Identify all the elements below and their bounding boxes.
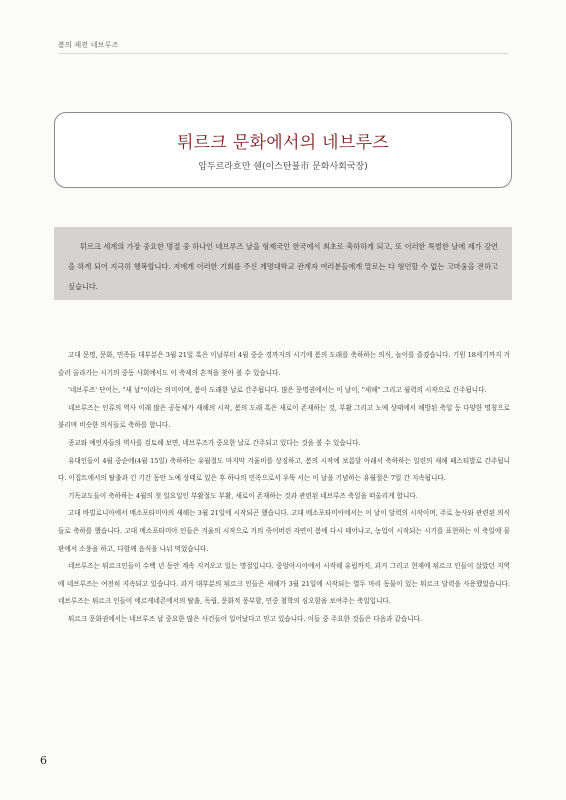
title-box <box>54 112 512 188</box>
body-paragraph: 종교와 예언자들의 역사를 검토해 보면, 네브루즈가 중요한 날로 간주되고 있다는 것을 볼 수 있습니다. <box>68 438 361 447</box>
body-paragraph: 튀르크 문화권에서는 네브루즈 날 중요한 많은 사건들이 일어났다고 믿고 있습니다. 이들 중 주요한 것들은 다음과 같습니다. <box>68 614 423 623</box>
body-paragraph: 유대인들이 4월 중순에(4월 15일) 축하하는 유월절도 마지막 겨울비를 상징하고, 봄의 시작에 보름달 아래서 축하하는 일련의 새해 페스티발로 간주됩니다. 이집트에서의 탈출과 긴 기간 동안 노예 상태로 있은 후 하나의 민족으로서 우뚝 서는 이 날을 기념하는 유월절은 7일 간 지속됩니다. <box>58 456 510 483</box>
body-paragraph: 네브루즈는 인류의 역사 이래 많은 공동체가 새해의 시작, 봄의 도래 혹은 새로이 존재하는 것, 부활 그리고 노예 상태에서 해방된 축일 등 다양한 명칭으로 불리며 비슷한 의식들로 축하를 합니다. <box>58 403 510 430</box>
intro-text: 튀르크 세계의 가장 중요한 명절 중 하나인 네브루즈 날을 형제국인 한국에서 최초로 축하하게 되고, 또 이러한 특별한 날에 제가 강연을 하게 되어 지극히 행복합니다. 저에게 이러한 기회를 주신 계명대학교 관계자 여러분들에게 말로는 다 형언할 수 없는 고마움을 전하고 싶습니다. <box>68 242 498 291</box>
body-paragraph: 고대 문명, 문화, 민족들 대부분은 3월 21일 혹은 이날부터 4월 중순 경까지의 시기에 봄의 도래를 축하하는 의식, 놀이를 즐겼습니다. 기원 18세기까지 거슬러 올라가는 시기의 중동 사회에서도 이 축제의 흔적을 찾아 볼 수 있습니다. <box>58 351 510 377</box>
article-author: 압두르라흐만 쉔(이스탄불市 문화사회국장) <box>198 162 368 172</box>
body-paragraph: 네브루즈는 튀르크인들이 수백 년 동안 계속 지켜오고 있는 명절입니다. 중앙아시아에서 시작해 유럽까지, 과거 그리고 현재에 튀르크 인들이 살았던 지역에 네브루즈는 여전히 지속되고 있습니다. 과거 대부분의 튀르크 인들은 새해가 3월 21일에 시작되는 열두 마리 동물이 있는 튀르크 달력을 사용했었습니다. 네브루즈는 튀르크 인들이 에르게네콘에서의 탈출, 독립, 문화적 풍부함, 민중 철학의 심오함을 보여주는 축일입니다. <box>58 562 510 606</box>
article-title: 튀르크 문화에서의 네브루즈 <box>176 133 390 153</box>
body-paragraph: 고대 바빌로니아에서 메소포타미아의 새해는 3월 21일에 시작되곤 했습니다. 고대 메소포타미아에서는 이 날이 달력의 시작이며, 주로 농사와 관련된 의식들로 축하를 했습니다. 고대 메소포타미아 인들은 겨울의 시작으로 거의 죽어버린 자연이 봄에 다시 태어나고, 농업이 시작되는 시기를 표현하는 이 축일에 물판에서 소풍을 하고, 다함께 음식을 나눠 먹었습니다. <box>58 509 510 553</box>
article-body <box>58 347 510 629</box>
intro-box <box>54 227 512 300</box>
running-header: 봄의 제전 네브루즈 <box>58 41 119 49</box>
page-number: 6 <box>40 754 47 767</box>
body-paragraph: 기독교도들이 축하하는 4월의 첫 일요일인 부활절도 부활, 새로이 존재하는 것과 관련된 네브루즈 축일을 떠올리게 합니다. <box>68 491 418 500</box>
body-paragraph: '네브루즈' 단어는, "새 날"이라는 의미이며, 봄이 도래한 날로 간주됩니다. 많은 문명권에서는 이 날이, "새해" 그리고 월력의 시작으로 간주됩니다. <box>68 386 487 395</box>
header-rule <box>58 53 508 54</box>
